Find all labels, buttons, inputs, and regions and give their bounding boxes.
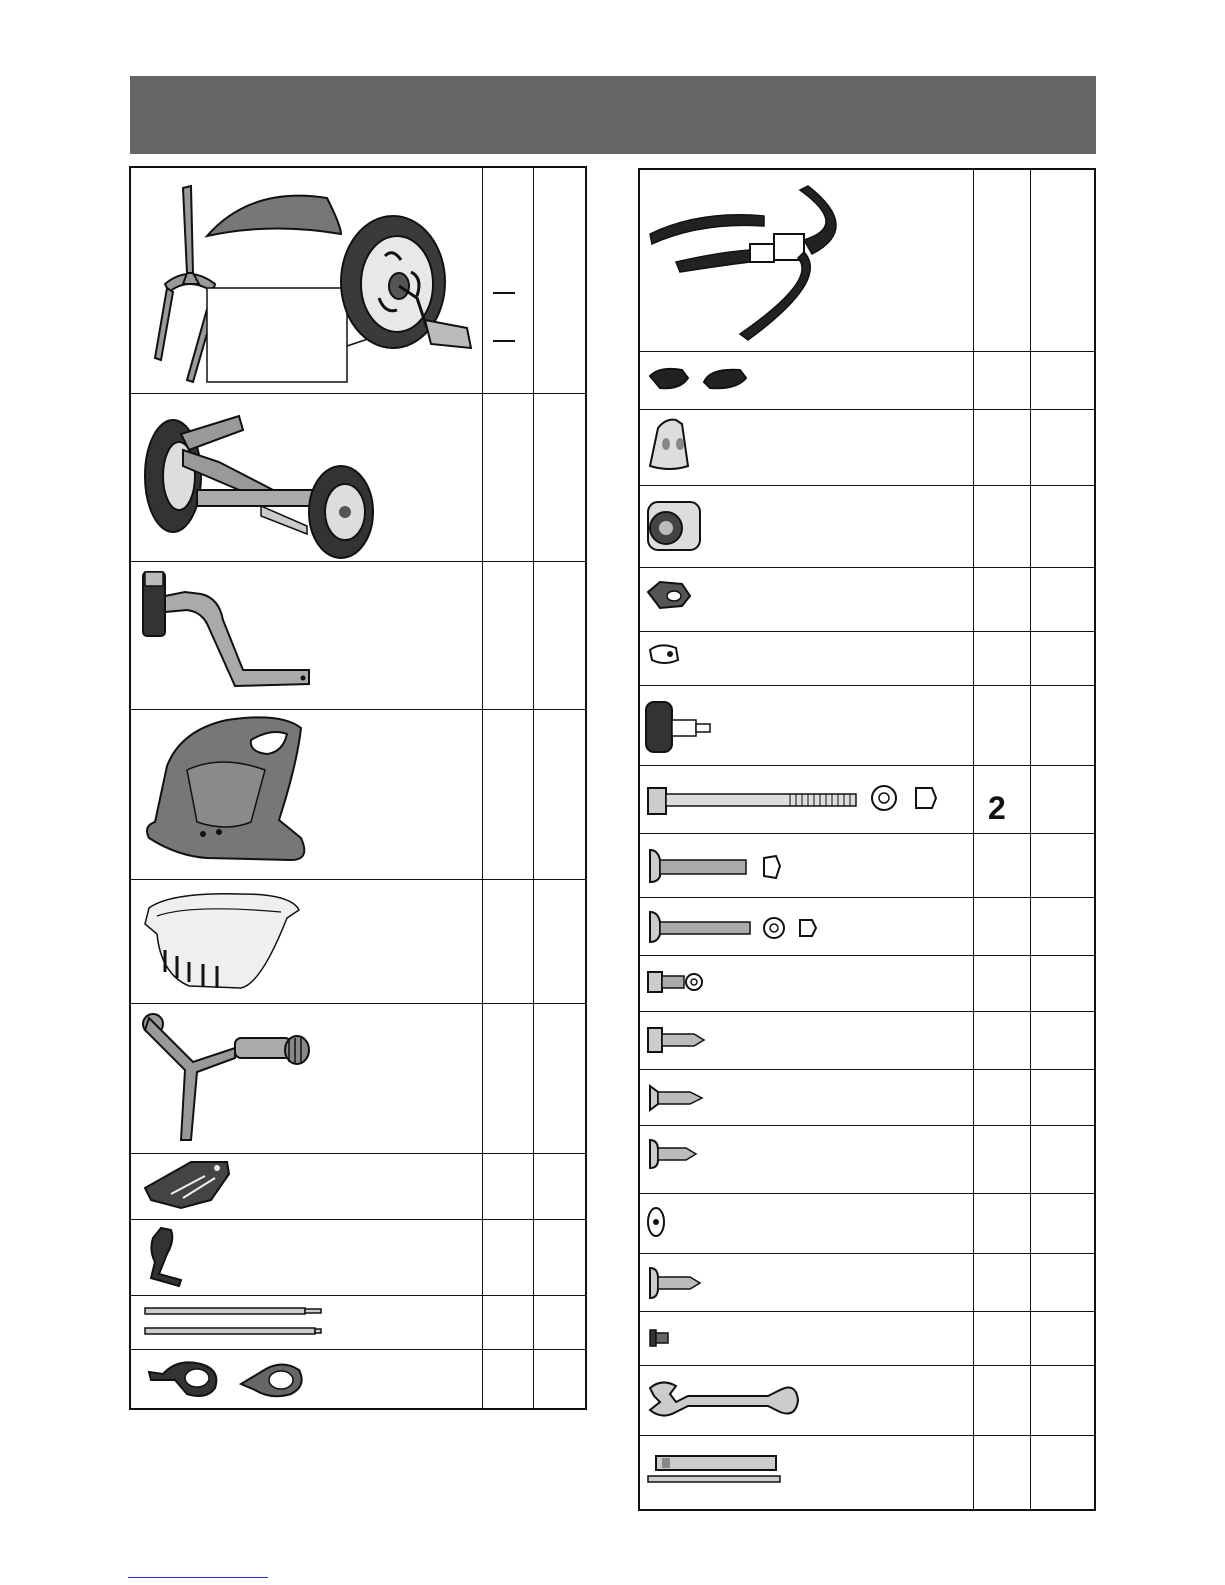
part-row-safety-belt bbox=[640, 170, 1094, 352]
footer-link-underline bbox=[128, 1577, 268, 1578]
footrest-illustration bbox=[131, 1154, 483, 1220]
part-row-small-screw bbox=[640, 1312, 1094, 1366]
part-row-fork bbox=[131, 168, 585, 394]
part-row-cap-nut bbox=[640, 568, 1094, 632]
part-row-long-bolt bbox=[640, 766, 1094, 834]
long-bolt-illustration bbox=[640, 766, 974, 834]
part-row-flat-head-screw bbox=[640, 1070, 1094, 1126]
grip-cap-illustration bbox=[640, 410, 974, 486]
latch-handle-illustration bbox=[131, 1220, 483, 1296]
safety-belt-illustration bbox=[640, 170, 974, 352]
rear-frame-illustration bbox=[131, 394, 483, 562]
quantity-line bbox=[493, 292, 515, 294]
part-row-pan-head-screw bbox=[640, 1126, 1094, 1194]
part-row-footrest bbox=[131, 1154, 585, 1220]
wrench-illustration bbox=[640, 1366, 974, 1436]
part-row-tube-wrench bbox=[640, 1436, 1094, 1509]
short-bolt-illustration bbox=[640, 956, 974, 1012]
bolt-capnut-illustration bbox=[640, 898, 974, 956]
part-row-handlebar-stem bbox=[131, 562, 585, 710]
part-row-storage-bin bbox=[131, 880, 585, 1004]
part-row-canopy-clips bbox=[131, 1350, 585, 1408]
tube-wrench-illustration bbox=[640, 1436, 974, 1509]
hex-screw-illustration bbox=[640, 1012, 974, 1070]
push-handle-illustration bbox=[131, 1004, 483, 1154]
part-row-belt-clips bbox=[640, 352, 1094, 410]
knob-bolt-illustration bbox=[640, 686, 974, 766]
flat-head-screw-illustration bbox=[640, 1070, 974, 1126]
small-clip-illustration bbox=[640, 632, 974, 686]
parts-table-right bbox=[638, 168, 1096, 1511]
part-row-push-handle bbox=[131, 1004, 585, 1154]
part-row-latch bbox=[131, 1220, 585, 1296]
seat-illustration bbox=[131, 710, 483, 880]
part-row-wrench bbox=[640, 1366, 1094, 1436]
quantity-line bbox=[493, 340, 515, 342]
part-row-bolt-capnut bbox=[640, 898, 1094, 956]
rods-illustration bbox=[131, 1296, 483, 1350]
part-row-ring-cap bbox=[640, 1194, 1094, 1254]
parts-table-left bbox=[129, 166, 587, 1410]
part-row-carriage-bolt bbox=[640, 834, 1094, 898]
header-bar bbox=[130, 76, 1096, 154]
part-row-short-bolt bbox=[640, 956, 1094, 1012]
bell-illustration bbox=[640, 486, 974, 568]
part-row-rods bbox=[131, 1296, 585, 1350]
part-row-rear-frame bbox=[131, 394, 585, 562]
part-row-grip-cap bbox=[640, 410, 1094, 486]
fork-fender-wheel-illustration bbox=[131, 168, 483, 394]
part-row-small-clip bbox=[640, 632, 1094, 686]
storage-bin-illustration bbox=[131, 880, 483, 1004]
truss-screw-illustration bbox=[640, 1254, 974, 1312]
part-row-knob-bolt bbox=[640, 686, 1094, 766]
part-row-truss-screw bbox=[640, 1254, 1094, 1312]
cap-nut-illustration bbox=[640, 568, 974, 632]
canopy-clips-illustration bbox=[131, 1350, 483, 1408]
part-row-hex-screw bbox=[640, 1012, 1094, 1070]
carriage-bolt-illustration bbox=[640, 834, 974, 898]
small-screw-illustration bbox=[640, 1312, 974, 1366]
pan-head-screw-illustration bbox=[640, 1126, 974, 1194]
ring-cap-illustration bbox=[640, 1194, 974, 1254]
part-row-bell bbox=[640, 486, 1094, 568]
part-row-seat bbox=[131, 710, 585, 880]
part-quantity: 2 bbox=[988, 790, 1006, 826]
belt-clips-illustration bbox=[640, 352, 974, 410]
handlebar-stem-illustration bbox=[131, 562, 483, 710]
